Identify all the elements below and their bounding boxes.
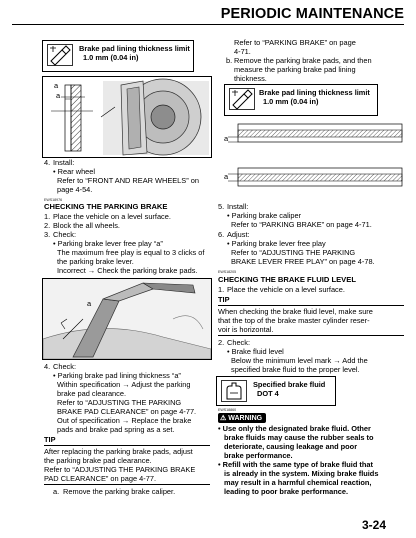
bullet-item: • Parking brake pad lining thickness “a” [53, 371, 181, 380]
spec-box-lining-limit-2 [224, 84, 378, 116]
reference-line: BRAKE LEVER FREE PLAY” on page 4-78. [231, 257, 375, 266]
warning-line: Use only the designated brake fluid. Other [222, 424, 371, 433]
check-line: Out of specification → Replace the brake [57, 416, 192, 425]
tip-line: voir is horizontal. [218, 325, 274, 334]
check-line: BRAKE PAD CLEARANCE” on page 4-77. [57, 407, 197, 416]
warning-bullet: • Refill with the same type of brake fluid that [218, 460, 373, 469]
step-number: 3. [44, 230, 51, 239]
figure-label-a-mid: a [56, 91, 61, 100]
figure-parking-pad-lining [224, 120, 404, 198]
reference-line: 4-71. [234, 47, 251, 56]
bullet-item: • Parking brake lever free play [227, 239, 326, 248]
pad-lining-illustration [224, 120, 404, 198]
freeplay-line: Incorrect → Check the parking brake pads. [57, 266, 198, 275]
substep-line: measure the parking brake pad lining [234, 65, 356, 74]
step-text: Check: [227, 338, 251, 347]
warning-line: is already in the system. Mixing brake fluids [224, 469, 379, 478]
bullet-text: Parking brake lever free play [231, 239, 326, 248]
reference-line: Refer to “PARKING BRAKE” on page 4-71. [231, 220, 372, 229]
figure-label-a: a [87, 299, 92, 308]
fluid-bottle-icon [221, 380, 247, 402]
step-text: Check: [53, 362, 77, 371]
tip-rule [218, 305, 404, 306]
freeplay-line: The maximum free play is equal to 3 clicks of [57, 248, 205, 257]
tip-line: Refer to “ADJUSTING THE PARKING BRAKE [44, 465, 196, 474]
spec-box-lining-limit-1 [42, 40, 194, 72]
check-line: Refer to “ADJUSTING THE PARKING [57, 398, 182, 407]
bullet-text: Brake fluid level [231, 347, 284, 356]
spec-value: 1.0 mm (0.04 in) [83, 53, 139, 62]
tip-label: TIP [218, 295, 230, 304]
figure-label-a-top: a [54, 81, 59, 90]
warning-code: EWS18860 [218, 408, 237, 412]
section-code: EWS18976 [44, 198, 63, 202]
warning-triangle-icon: ⚠ [220, 415, 227, 422]
substep-number: b. [226, 56, 233, 65]
check-line: brake pad clearance. [57, 389, 127, 398]
bullet-text: Parking brake caliper [231, 211, 302, 220]
reference-line: Refer to “PARKING BRAKE” on page [234, 38, 356, 47]
bullet-item: • Brake fluid level [227, 347, 284, 356]
step-text: Block the all wheels. [53, 221, 120, 230]
figure-label-a: a [224, 134, 229, 143]
figure-parking-brake-lever [42, 278, 212, 360]
reference-line: Refer to “FRONT AND REAR WHEELS” on [57, 176, 199, 185]
substep-number: a. [53, 487, 60, 496]
freeplay-line: the parking brake lever. [57, 257, 134, 266]
warning-line: brake performance. [224, 451, 293, 460]
check-line: Below the minimum level mark → Add the [231, 356, 368, 365]
parking-lever-illustration [43, 279, 211, 359]
tip-label: TIP [44, 435, 56, 444]
substep-text: Remove the parking brake caliper. [63, 487, 176, 496]
step-number: 1. [218, 285, 225, 294]
substep-line: Remove the parking brake pads, and then [234, 56, 372, 65]
warning-badge [218, 413, 266, 423]
warning-bullet: • Use only the designated brake fluid. Other [218, 424, 371, 433]
bullet-item: • Rear wheel [53, 167, 96, 176]
spec-title: Brake pad lining thickness limit [79, 44, 190, 53]
tip-line: PAD CLEARANCE” on page 4-77. [44, 474, 157, 483]
page-number: 3-24 [362, 518, 387, 532]
section-heading: CHECKING THE BRAKE FLUID LEVEL [218, 275, 356, 284]
substep-line: thickness. [234, 74, 267, 83]
spec-title: Specified brake fluid [253, 380, 326, 389]
section-heading: CHECKING THE PARKING BRAKE [44, 202, 168, 211]
step-number: 5. [218, 202, 225, 211]
step-text: Adjust: [227, 230, 250, 239]
step-text: Place the vehicle on a level surface. [227, 285, 345, 294]
spec-box-brake-fluid [216, 376, 336, 406]
warning-line: may result in a harmful chemical reaction, [224, 478, 372, 487]
tip-rule-end [218, 335, 404, 336]
tip-rule-end [44, 484, 210, 485]
check-line: Within specification → Adjust the parking [57, 380, 191, 389]
step-text: Install: [227, 202, 249, 211]
step-text: Check: [53, 230, 77, 239]
spec-value: DOT 4 [257, 389, 279, 398]
step-number: 2. [44, 221, 51, 230]
bullet-item: • Parking brake lever free play “a” [53, 239, 163, 248]
caliper-measure-icon [47, 44, 73, 66]
check-line: pads and brake pad spring as a set. [57, 425, 175, 434]
page-header-title: PERIODIC MAINTENANCE [220, 6, 404, 22]
step-number: 4. [44, 158, 51, 167]
spec-title: Brake pad lining thickness limit [259, 88, 370, 97]
reference-line: Refer to “ADJUSTING THE PARKING [231, 248, 356, 257]
header-rule [12, 24, 404, 25]
bullet-text: Rear wheel [57, 167, 96, 176]
step-number: 6. [218, 230, 225, 239]
brake-pad-illustration [43, 77, 211, 157]
warning-line: deteriorate, causing leakage and poor [224, 442, 358, 451]
section-code: EWS18205 [218, 270, 237, 274]
figure-label-a: a [224, 172, 229, 181]
figure-brake-pad-thickness [42, 76, 212, 158]
tip-line: that the top of the brake master cylinder reser- [218, 316, 370, 325]
step-number: 2. [218, 338, 225, 347]
warning-line: leading to poor brake performance. [224, 487, 349, 496]
step-text: Place the vehicle on a level surface. [53, 212, 171, 221]
spec-value: 1.0 mm (0.04 in) [263, 97, 319, 106]
bullet-text: Parking brake pad lining thickness “a” [57, 371, 181, 380]
step-text: Install: [53, 158, 75, 167]
tip-rule [44, 445, 210, 446]
warning-line: brake fluids may cause the rubber seals to [224, 433, 374, 442]
reference-line: page 4-54. [57, 185, 93, 194]
warning-line: Refill with the same type of brake fluid that [222, 460, 373, 469]
tip-line: the parking brake pad clearance. [44, 456, 152, 465]
bullet-item: • Parking brake caliper [227, 211, 302, 220]
check-line: specified brake fluid to the proper level. [231, 365, 360, 374]
bullet-text: Parking brake lever free play “a” [57, 239, 163, 248]
tip-line: After replacing the parking brake pads, adjust [44, 447, 193, 456]
tip-line: When checking the brake fluid level, make sure [218, 307, 373, 316]
caliper-measure-icon [229, 88, 255, 110]
warning-label: WARNING [228, 414, 263, 422]
step-number: 1. [44, 212, 51, 221]
step-number: 4. [44, 362, 51, 371]
